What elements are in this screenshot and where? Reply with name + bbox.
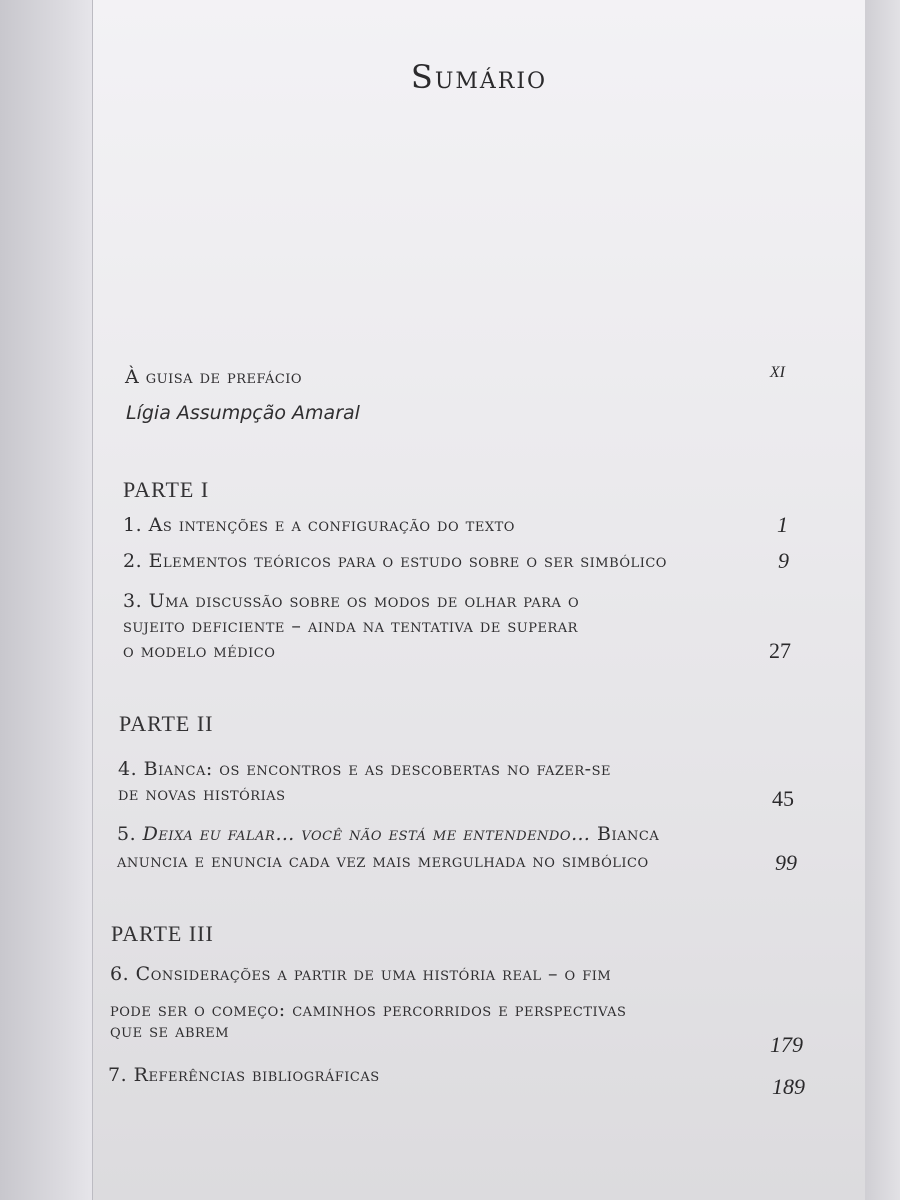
chapter-6-line-1: 6. Considerações a partir de uma história real – o fim (110, 963, 612, 985)
parte-iii-heading: PARTE III (111, 921, 214, 946)
chapter-5-italic-title: Deixa eu falar… você não está me entendendo… (142, 823, 591, 845)
chapter-3-line-2: sujeito deficiente – ainda na tentativa de superar (123, 615, 578, 637)
prefacio-author: Lígia Assumpção Amaral (126, 402, 360, 424)
chapter-3-line-1: 3. Uma discussão sobre os modos de olhar para o (123, 590, 580, 612)
chapter-5-line-2: anuncia e enuncia cada vez mais mergulhada no simbólico (117, 850, 649, 872)
chapter-6-line-2: pode ser o começo: caminhos percorridos e perspectivas (110, 999, 627, 1021)
chapter-5-page: 99 (775, 850, 797, 875)
chapter-4-line-2: de novas histórias (118, 783, 286, 805)
chapter-7-title: 7. Referências bibliográficas (108, 1064, 380, 1086)
chapter-3-page: 27 (769, 638, 791, 663)
left-page-edge (0, 0, 92, 1200)
book-page (92, 0, 865, 1200)
chapter-4-line-1: 4. Bianca: os encontros e as descobertas no fazer-se (118, 758, 611, 780)
chapter-1-page: 1 (777, 512, 788, 537)
prefacio-page: XI (769, 364, 785, 381)
chapter-6-page: 179 (770, 1032, 803, 1057)
chapter-5-prefix: 5. (117, 823, 143, 845)
chapter-6-line-3: que se abrem (110, 1020, 230, 1042)
chapter-2-page: 9 (778, 548, 789, 573)
chapter-5-suffix: Bianca (590, 823, 660, 845)
parte-i-heading: PARTE I (123, 477, 210, 502)
page-title: Sumário (410, 58, 548, 96)
chapter-2-title: 2. Elementos teóricos para o estudo sobre o ser simbólico (123, 550, 667, 572)
chapter-4-page: 45 (772, 786, 794, 811)
parte-ii-heading: PARTE II (119, 711, 214, 736)
chapter-3-line-3: o modelo médico (123, 640, 276, 662)
prefacio-label: À guisa de prefácio (125, 366, 303, 388)
right-page-edge (864, 0, 900, 1200)
chapter-7-page: 189 (772, 1074, 805, 1099)
chapter-1-title: 1. As intenções e a configuração do texto (123, 514, 515, 536)
